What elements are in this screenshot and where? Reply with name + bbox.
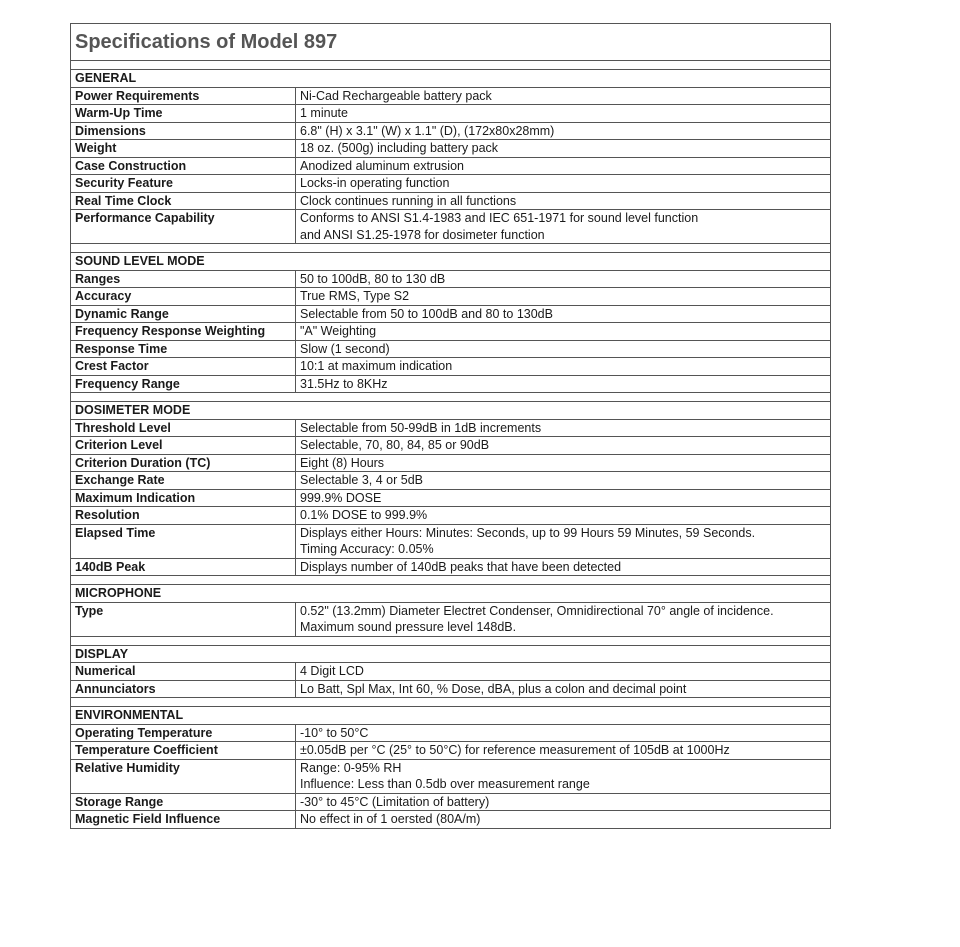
spec-value — [296, 122, 831, 140]
spec-row — [71, 724, 831, 742]
spec-label: Security Feature — [71, 175, 296, 193]
spec-value — [296, 454, 831, 472]
spec-label: Numerical — [71, 663, 296, 681]
spec-label: Crest Factor — [71, 358, 296, 376]
spec-label: Temperature Coefficient — [71, 742, 296, 760]
spec-row — [71, 602, 831, 636]
spec-value-line: Displays either Hours: Minutes: Seconds, up to 99 Hours 59 Minutes, 59 Seconds. — [300, 525, 756, 540]
section-heading: DOSIMETER MODE — [71, 402, 831, 420]
spacer-cell — [71, 636, 831, 645]
spec-row — [71, 140, 831, 158]
spec-value — [296, 793, 831, 811]
spec-value-line: Influence: Less than 0.5db over measurement range — [300, 777, 590, 791]
section-heading: DISPLAY — [71, 645, 831, 663]
spec-row — [71, 358, 831, 376]
section-heading: SOUND LEVEL MODE — [71, 253, 831, 271]
spec-label: Criterion Duration (TC) — [71, 454, 296, 472]
spec-row — [71, 680, 831, 698]
spec-value-line: Slow (1 second) — [300, 341, 390, 356]
section-spacer — [71, 698, 831, 707]
spec-label: Dimensions — [71, 122, 296, 140]
spec-value — [296, 375, 831, 393]
spec-value-line: and ANSI S1.25-1978 for dosimeter function — [300, 227, 545, 242]
spec-value-line: Locks-in operating function — [300, 176, 450, 190]
spec-value-line: 0.1% DOSE to 999.9% — [300, 508, 428, 522]
spec-value — [296, 742, 831, 760]
spacer-cell — [71, 61, 831, 70]
section-spacer — [71, 244, 831, 253]
spec-value-line: Maximum sound pressure level 148dB. — [300, 620, 517, 634]
spec-row — [71, 507, 831, 525]
spec-label: Warm-Up Time — [71, 105, 296, 123]
spec-label: Frequency Range — [71, 375, 296, 393]
spec-value-line: 4 Digit LCD — [300, 664, 364, 678]
section-heading-row — [71, 707, 831, 725]
spec-value-line: 10:1 at maximum indication — [300, 359, 453, 373]
spec-row — [71, 270, 831, 288]
section-heading-row — [71, 585, 831, 603]
spec-row — [71, 105, 831, 123]
spec-row — [71, 524, 831, 558]
spec-label: Relative Humidity — [71, 759, 296, 793]
spec-label: Case Construction — [71, 157, 296, 175]
spec-label: Storage Range — [71, 793, 296, 811]
spec-value — [296, 87, 831, 105]
spec-row — [71, 87, 831, 105]
section-heading: MICROPHONE — [71, 585, 831, 603]
spec-value — [296, 558, 831, 576]
spec-row — [71, 742, 831, 760]
spec-row — [71, 811, 831, 829]
spec-value — [296, 524, 831, 558]
spec-value — [296, 419, 831, 437]
spec-value-line: Lo Batt, Spl Max, Int 60, % Dose, dBA, plus a colon and decimal point — [300, 681, 687, 696]
spec-row — [71, 323, 831, 341]
spec-value-line: No effect in of 1 oersted (80A/m) — [300, 812, 481, 826]
section-heading-row — [71, 70, 831, 88]
spec-value-line: 999.9% DOSE — [300, 490, 382, 505]
spec-value-line: Range: 0-95% RH — [300, 760, 402, 775]
spec-row — [71, 122, 831, 140]
spec-value — [296, 358, 831, 376]
spec-row — [71, 175, 831, 193]
spec-value-line: Selectable from 50-99dB in 1dB increments — [300, 420, 542, 435]
section-spacer — [71, 636, 831, 645]
spec-row — [71, 437, 831, 455]
spec-label: Accuracy — [71, 288, 296, 306]
spec-row — [71, 489, 831, 507]
spacer-cell — [71, 244, 831, 253]
spec-label: 140dB Peak — [71, 558, 296, 576]
specifications-table — [70, 23, 831, 829]
spec-value-line: Selectable from 50 to 100dB and 80 to 130dB — [300, 306, 553, 321]
spec-row — [71, 759, 831, 793]
spec-value-line: 6.8" (H) x 3.1" (W) x 1.1" (D), (172x80x28mm) — [300, 123, 555, 138]
spec-label: Elapsed Time — [71, 524, 296, 558]
spec-value — [296, 305, 831, 323]
spec-label: Criterion Level — [71, 437, 296, 455]
spec-value-line: Selectable, 70, 80, 84, 85 or 90dB — [300, 438, 490, 452]
spec-row — [71, 454, 831, 472]
spec-row — [71, 793, 831, 811]
spec-label: Ranges — [71, 270, 296, 288]
spec-value — [296, 175, 831, 193]
spec-value-line: -30° to 45°C (Limitation of battery) — [300, 794, 490, 809]
spec-value — [296, 472, 831, 490]
spec-value-line: -10° to 50°C — [300, 725, 369, 740]
page-title: Specifications of Model 897 — [71, 24, 831, 61]
spec-row — [71, 663, 831, 681]
spec-value-line: Selectable 3, 4 or 5dB — [300, 473, 423, 487]
spec-value — [296, 507, 831, 525]
spec-label: Response Time — [71, 340, 296, 358]
spec-value — [296, 724, 831, 742]
spec-value-line: Eight (8) Hours — [300, 455, 385, 470]
spec-value-line: Ni-Cad Rechargeable battery pack — [300, 88, 492, 103]
spec-value-line: Timing Accuracy: 0.05% — [300, 542, 434, 556]
spec-label: Frequency Response Weighting — [71, 323, 296, 341]
spacer-cell — [71, 393, 831, 402]
section-spacer — [71, 393, 831, 402]
spec-value — [296, 663, 831, 681]
section-heading-row — [71, 402, 831, 420]
spec-row — [71, 157, 831, 175]
spec-value — [296, 105, 831, 123]
spec-value — [296, 680, 831, 698]
spec-value — [296, 140, 831, 158]
spec-value-line: 50 to 100dB, 80 to 130 dB — [300, 271, 446, 286]
section-heading-row — [71, 253, 831, 271]
spec-value-line: 31.5Hz to 8KHz — [300, 376, 388, 391]
spec-value — [296, 270, 831, 288]
spec-label: Maximum Indication — [71, 489, 296, 507]
spec-row — [71, 305, 831, 323]
spec-row — [71, 210, 831, 244]
section-spacer — [71, 576, 831, 585]
spec-value — [296, 602, 831, 636]
section-heading: GENERAL — [71, 70, 831, 88]
spec-row — [71, 192, 831, 210]
spec-label: Magnetic Field Influence — [71, 811, 296, 829]
spec-label: Performance Capability — [71, 210, 296, 244]
spec-value-line: "A" Weighting — [300, 324, 377, 338]
spec-value-line: Anodized aluminum extrusion — [300, 158, 464, 173]
spec-label: Annunciators — [71, 680, 296, 698]
spec-value-line: Displays number of 140dB peaks that have been detected — [300, 559, 622, 574]
spacer-cell — [71, 698, 831, 707]
spec-value-line: 18 oz. (500g) including battery pack — [300, 141, 499, 155]
spec-label: Threshold Level — [71, 419, 296, 437]
spec-value-line: 0.52" (13.2mm) Diameter Electret Condenser, Omnidirectional 70° angle of incidence. — [300, 603, 774, 618]
spec-label: Dynamic Range — [71, 305, 296, 323]
spec-value — [296, 340, 831, 358]
specifications-table-body — [71, 24, 831, 829]
spec-value — [296, 288, 831, 306]
spec-row — [71, 472, 831, 490]
spec-row — [71, 340, 831, 358]
spec-value-line: 1 minute — [300, 106, 348, 120]
section-spacer — [71, 61, 831, 70]
spacer-cell — [71, 576, 831, 585]
spec-label: Exchange Rate — [71, 472, 296, 490]
spec-value — [296, 811, 831, 829]
spec-row — [71, 375, 831, 393]
section-heading: ENVIRONMENTAL — [71, 707, 831, 725]
spec-row — [71, 558, 831, 576]
title-row — [71, 24, 831, 61]
spec-value-line: True RMS, Type S2 — [300, 289, 410, 303]
spec-label: Operating Temperature — [71, 724, 296, 742]
spec-value — [296, 759, 831, 793]
spec-value — [296, 210, 831, 244]
spec-row — [71, 288, 831, 306]
spec-label: Power Requirements — [71, 87, 296, 105]
spec-value — [296, 323, 831, 341]
spec-value-line: Clock continues running in all functions — [300, 193, 517, 208]
spec-value-line: ±0.05dB per °C (25° to 50°C) for reference measurement of 105dB at 1000Hz — [300, 743, 730, 757]
spec-label: Resolution — [71, 507, 296, 525]
section-heading-row — [71, 645, 831, 663]
spec-label: Weight — [71, 140, 296, 158]
spec-row — [71, 419, 831, 437]
spec-value — [296, 192, 831, 210]
spec-value-line: Conforms to ANSI S1.4-1983 and IEC 651-1971 for sound level function — [300, 211, 699, 225]
spec-value — [296, 157, 831, 175]
spec-value — [296, 437, 831, 455]
spec-label: Type — [71, 602, 296, 636]
spec-value — [296, 489, 831, 507]
spec-label: Real Time Clock — [71, 192, 296, 210]
